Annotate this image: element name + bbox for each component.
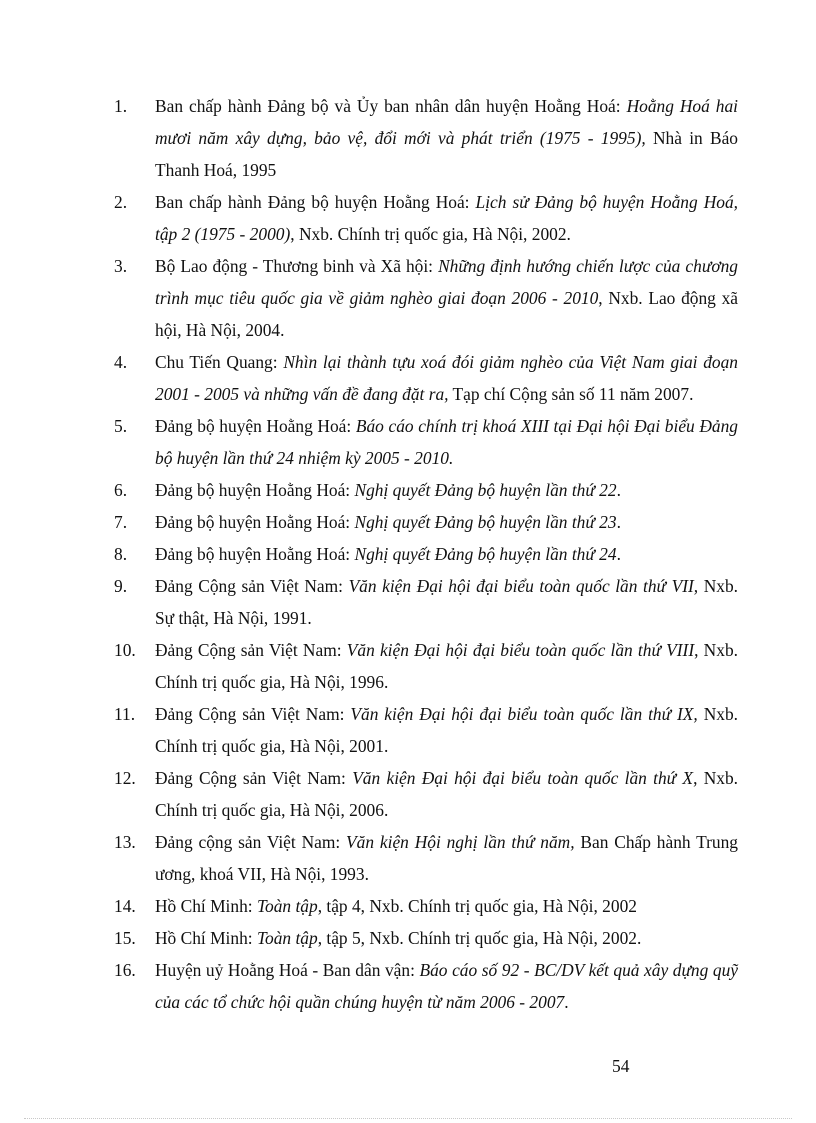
reference-title: Nghị quyết Đảng bộ huyện lần thứ 23 — [354, 512, 617, 532]
reference-author: Đảng Cộng sản Việt Nam: — [155, 576, 349, 596]
reference-item — [114, 922, 738, 954]
reference-item — [114, 90, 738, 186]
reference-title: Nghị quyết Đảng bộ huyện lần thứ 24 — [354, 544, 617, 564]
reference-details: Ban Chấp hành Trung ương, khoá VII, Hà Nội, 1993. — [155, 832, 738, 884]
reference-author: Đảng bộ huyện Hoằng Hoá: — [155, 544, 355, 564]
reference-title: Văn kiện Đại hội đại biểu toàn quốc lần thứ X — [352, 768, 694, 788]
reference-author: Đảng Cộng sản Việt Nam: — [155, 768, 353, 788]
reference-author: Đảng bộ huyện Hoằng Hoá: — [155, 480, 355, 500]
reference-author: Đảng Cộng sản Việt Nam: — [155, 640, 347, 660]
reference-number: 3. — [114, 256, 128, 276]
reference-title: Toàn tập — [256, 928, 318, 948]
reference-number: 9. — [114, 576, 128, 596]
reference-author: Ban chấp hành Đảng bộ và Ủy ban nhân dân huyện Hoằng Hoá: — [155, 96, 627, 116]
reference-number: 16. — [114, 960, 136, 980]
reference-author: Đảng Cộng sản Việt Nam: — [155, 704, 351, 724]
reference-details: , Nxb. Lao động xã hội, Hà Nội, 2004. — [155, 288, 738, 340]
reference-details: Tạp chí Cộng sản số 11 năm 2007. — [448, 384, 694, 404]
reference-title: Toàn tập — [256, 896, 318, 916]
reference-title: Văn kiện Đại hội đại biểu toàn quốc lần thứ VII, — [348, 576, 699, 596]
reference-number: 1. — [114, 96, 128, 116]
reference-details: , tập 4, Nxb. Chính trị quốc gia, Hà Nội, 2002 — [317, 896, 637, 916]
reference-title: Lịch sử Đảng bộ huyện Hoằng Hoá, tập 2 (1975 - 2000) — [155, 192, 739, 244]
reference-number: 5. — [114, 416, 128, 436]
reference-item — [114, 506, 738, 538]
reference-title: Hoằng Hoá hai mươi năm xây dựng, bảo vệ, đổi mới và phát triển (1975 - 1995), — [155, 96, 738, 148]
reference-number: 7. — [114, 512, 128, 532]
reference-author: Đảng cộng sản Việt Nam: — [155, 832, 347, 852]
reference-author: Huyện uỷ Hoằng Hoá - Ban dân vận: — [155, 960, 420, 980]
reference-item — [114, 538, 738, 570]
reference-details: Nhà in Báo Thanh Hoá, 1995 — [155, 128, 738, 180]
reference-item — [114, 570, 738, 634]
reference-details: Nxb. Chính trị quốc gia, Hà Nội, 2001. — [155, 704, 738, 756]
reference-author: Chu Tiến Quang: — [155, 352, 284, 372]
reference-item — [114, 474, 738, 506]
reference-details: . — [616, 480, 621, 500]
reference-title: Văn kiện Hội nghị lần thứ năm, — [346, 832, 575, 852]
reference-item — [114, 826, 738, 890]
reference-details: Nxb. Sự thật, Hà Nội, 1991. — [155, 576, 738, 628]
reference-details: . — [616, 512, 621, 532]
reference-number: 12. — [114, 768, 136, 788]
page-number: 54 — [612, 1056, 630, 1076]
reference-title: Văn kiện Đại hội đại biểu toàn quốc lần thứ IX, — [350, 704, 698, 724]
reference-item — [114, 346, 738, 410]
reference-details: , Nxb. Chính trị quốc gia, Hà Nội, 2002. — [290, 224, 571, 244]
reference-details: , Nxb. Chính trị quốc gia, Hà Nội, 2006. — [155, 768, 738, 820]
reference-number: 8. — [114, 544, 128, 564]
reference-number: 11. — [114, 704, 136, 724]
reference-item — [114, 890, 738, 922]
reference-item — [114, 186, 738, 250]
reference-title: Nghị quyết Đảng bộ huyện lần thứ 22 — [354, 480, 617, 500]
reference-title: Những định hướng chiến lược của chương trình mục tiêu quốc gia về giảm nghèo giai đoạn 2006 - 2010 — [155, 256, 738, 308]
reference-item — [114, 698, 738, 762]
reference-author: Ban chấp hành Đảng bộ huyện Hoằng Hoá: — [155, 192, 476, 212]
reference-author: Hồ Chí Minh: — [155, 896, 257, 916]
reference-author: Bộ Lao động - Thương binh và Xã hội: — [155, 256, 439, 276]
reference-details: , tập 5, Nxb. Chính trị quốc gia, Hà Nội, 2002. — [317, 928, 642, 948]
reference-details: , Nxb. Chính trị quốc gia, Hà Nội, 1996. — [155, 640, 738, 692]
reference-number: 15. — [114, 928, 136, 948]
reference-author: Đảng bộ huyện Hoằng Hoá: — [155, 416, 356, 436]
reference-item — [114, 250, 738, 346]
reference-details: . — [616, 544, 621, 564]
reference-author: Hồ Chí Minh: — [155, 928, 257, 948]
reference-title: Báo cáo chính trị khoá XIII tại Đại hội Đại biểu Đảng bộ huyện lần thứ 24 nhiệm kỳ 2005 - 2010. — [155, 416, 739, 468]
reference-item — [114, 954, 738, 1018]
reference-number: 4. — [114, 352, 128, 372]
reference-title: Báo cáo số 92 - BC/DV kết quả xây dựng quỹ của các tổ chức hội quần chúng huyện từ năm 2006 - 2007 — [155, 960, 738, 1012]
reference-list — [114, 90, 738, 1018]
reference-number: 10. — [114, 640, 136, 660]
reference-number: 2. — [114, 192, 128, 212]
reference-author: Đảng bộ huyện Hoằng Hoá: — [155, 512, 355, 532]
reference-item — [114, 634, 738, 698]
reference-title: Văn kiện Đại hội đại biểu toàn quốc lần thứ VIII — [346, 640, 695, 660]
reference-item — [114, 762, 738, 826]
reference-title: Nhìn lại thành tựu xoá đói giảm nghèo của Việt Nam giai đoạn 2001 - 2005 và những vấn đề đang đặt ra, — [155, 352, 739, 404]
reference-details: . — [564, 992, 569, 1012]
reference-item — [114, 410, 738, 474]
page-bottom-divider — [24, 1118, 792, 1119]
reference-number: 6. — [114, 480, 128, 500]
reference-number: 14. — [114, 896, 136, 916]
reference-number: 13. — [114, 832, 136, 852]
